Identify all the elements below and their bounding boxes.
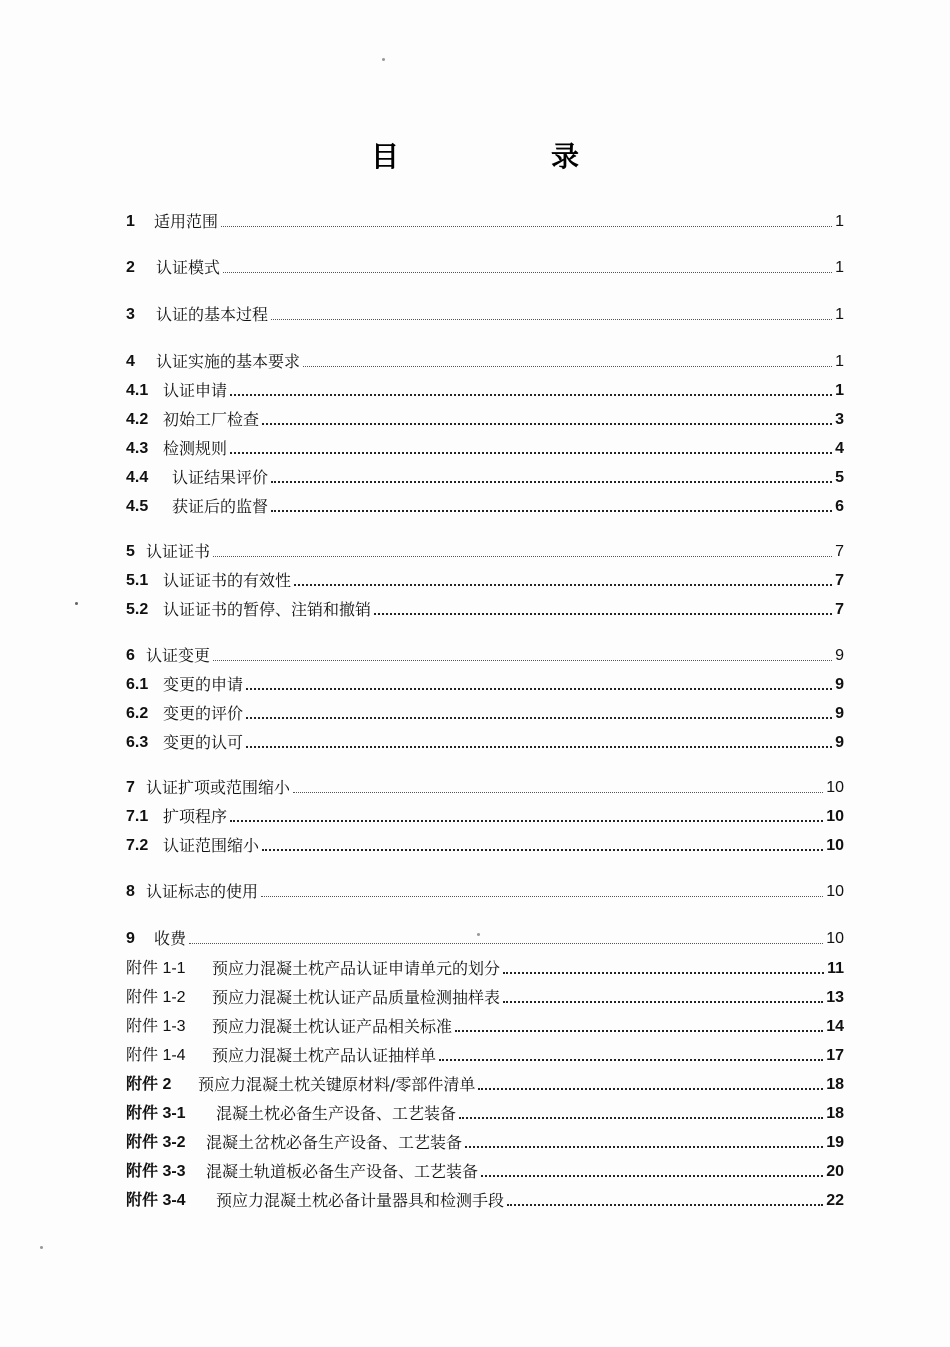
toc-page-number: 10 <box>826 808 844 825</box>
toc-page-number: 7 <box>835 543 844 560</box>
toc-number: 附件 3-4 <box>126 1192 186 1209</box>
toc-page-number: 7 <box>835 572 844 589</box>
dot-leader <box>294 583 832 586</box>
toc-page-number: 10 <box>826 883 844 900</box>
dot-leader <box>246 687 832 690</box>
dot-leader <box>221 225 832 227</box>
dot-leader <box>271 318 832 320</box>
toc-page-number: 1 <box>835 306 844 323</box>
toc-entry[interactable] <box>126 301 844 325</box>
toc-entry[interactable] <box>126 464 844 488</box>
toc-page-number: 6 <box>835 498 844 515</box>
toc-number: 3 <box>126 306 135 323</box>
toc-entry[interactable] <box>126 538 844 562</box>
toc-page-number: 9 <box>835 734 844 751</box>
toc-label: 预应力混凝土枕产品认证抽样单 <box>212 1046 437 1065</box>
dot-leader <box>439 1058 823 1061</box>
toc-page-number: 5 <box>835 469 844 486</box>
toc-number: 4.3 <box>126 440 149 457</box>
toc-entry[interactable] <box>126 642 844 666</box>
dot-leader <box>503 1000 823 1003</box>
toc-entry[interactable] <box>126 878 844 902</box>
dot-leader <box>230 819 823 822</box>
toc-number: 附件 3-2 <box>126 1134 186 1151</box>
toc-page-number: 1 <box>835 259 844 276</box>
toc-number: 2 <box>126 259 135 276</box>
toc-entry[interactable] <box>126 493 844 517</box>
toc-label: 混凝土枕必备生产设备、工艺装备 <box>216 1104 457 1123</box>
toc-label: 预应力混凝土枕必备计量器具和检测手段 <box>216 1191 505 1210</box>
toc-label: 变更的评价 <box>163 704 244 723</box>
toc-page-number: 3 <box>835 411 844 428</box>
toc-page-number: 10 <box>826 930 844 947</box>
toc-label: 认证标志的使用 <box>146 882 259 901</box>
toc-number: 5.1 <box>126 572 149 589</box>
toc-label: 认证证书的暂停、注销和撤销 <box>163 600 372 619</box>
toc-entry[interactable] <box>126 1187 844 1211</box>
toc-number: 5 <box>126 543 135 560</box>
toc-entry[interactable] <box>126 832 844 856</box>
toc-label: 混凝土轨道板必备生产设备、工艺装备 <box>206 1162 479 1181</box>
scan-speck <box>382 58 385 61</box>
toc-entry[interactable] <box>126 254 844 278</box>
dot-leader <box>261 895 823 897</box>
dot-leader <box>213 659 832 661</box>
toc-entry[interactable] <box>126 955 844 979</box>
toc-page-number: 1 <box>835 382 844 399</box>
toc-number: 4.4 <box>126 469 149 486</box>
toc-entry[interactable] <box>126 1129 844 1153</box>
toc-page-number: 13 <box>826 989 844 1006</box>
toc-label: 变更的认可 <box>163 733 244 752</box>
toc-page-number: 9 <box>835 647 844 664</box>
toc-number: 6.3 <box>126 734 149 751</box>
toc-page-number: 10 <box>826 779 844 796</box>
toc-entry[interactable] <box>126 377 844 401</box>
toc-page-number: 14 <box>826 1018 844 1035</box>
page-title: 目 录 <box>370 140 641 173</box>
toc-number: 6.1 <box>126 676 149 693</box>
scan-speck <box>477 933 480 936</box>
toc-entry[interactable] <box>126 700 844 724</box>
dot-leader <box>230 393 832 396</box>
dot-leader <box>455 1029 823 1032</box>
toc-number: 4.1 <box>126 382 149 399</box>
dot-leader <box>374 612 832 615</box>
toc-label: 预应力混凝土枕认证产品相关标准 <box>212 1017 453 1036</box>
toc-page-number: 20 <box>826 1163 844 1180</box>
toc-label: 认证的基本过程 <box>156 305 269 324</box>
toc-entry[interactable] <box>126 984 844 1008</box>
scan-speck <box>40 1246 43 1249</box>
toc-page-number: 9 <box>835 705 844 722</box>
toc-number: 6 <box>126 647 135 664</box>
toc-number: 9 <box>126 930 135 947</box>
dot-leader <box>481 1174 823 1177</box>
toc-entry[interactable] <box>126 1158 844 1182</box>
toc-page-number: 19 <box>826 1134 844 1151</box>
dot-leader <box>213 555 832 557</box>
dot-leader <box>223 271 832 273</box>
toc-number: 附件 1-4 <box>126 1047 186 1064</box>
scan-speck <box>75 602 78 605</box>
toc-entry[interactable] <box>126 567 844 591</box>
toc-entry[interactable] <box>126 596 844 620</box>
toc-number: 4.2 <box>126 411 149 428</box>
toc-label: 初始工厂检查 <box>163 410 260 429</box>
toc-page-number: 10 <box>826 837 844 854</box>
toc-entry[interactable] <box>126 671 844 695</box>
toc-label: 适用范围 <box>154 212 219 231</box>
toc-number: 5.2 <box>126 601 149 618</box>
toc-number: 附件 1-3 <box>126 1018 186 1035</box>
toc-page-number: 1 <box>835 353 844 370</box>
dot-leader <box>303 365 832 367</box>
toc-label: 认证实施的基本要求 <box>156 352 301 371</box>
toc-entry[interactable] <box>126 1071 844 1095</box>
toc-entry[interactable] <box>126 208 844 232</box>
toc-number: 7 <box>126 779 135 796</box>
toc-number: 附件 1-1 <box>126 960 186 977</box>
toc-entry[interactable] <box>126 729 844 753</box>
dot-leader <box>246 745 832 748</box>
toc-entry[interactable] <box>126 406 844 430</box>
toc-number: 8 <box>126 883 135 900</box>
toc-number: 1 <box>126 213 135 230</box>
dot-leader <box>465 1145 823 1148</box>
toc-page-number: 7 <box>835 601 844 618</box>
toc-number: 附件 2 <box>126 1076 172 1093</box>
dot-leader <box>262 848 823 851</box>
dot-leader <box>459 1116 823 1119</box>
dot-leader <box>262 422 832 425</box>
toc-label: 认证申请 <box>163 381 228 400</box>
dot-leader <box>293 791 823 793</box>
toc-number: 7.1 <box>126 808 149 825</box>
toc-label: 获证后的监督 <box>172 497 269 516</box>
toc-number: 4.5 <box>126 498 149 515</box>
toc-page-number: 22 <box>826 1192 844 1209</box>
dot-leader <box>189 942 823 944</box>
toc-label: 认证范围缩小 <box>163 836 260 855</box>
toc-label: 变更的申请 <box>163 675 244 694</box>
toc-number: 7.2 <box>126 837 149 854</box>
toc-page-number: 11 <box>827 960 844 977</box>
toc-page-number: 18 <box>826 1105 844 1122</box>
toc-entry[interactable] <box>126 348 844 372</box>
toc-label: 认证变更 <box>146 646 211 665</box>
toc-label: 认证结果评价 <box>172 468 269 487</box>
toc-page-number: 17 <box>826 1047 844 1064</box>
dot-leader <box>271 480 832 483</box>
toc-page-number: 1 <box>835 213 844 230</box>
toc-entry[interactable] <box>126 803 844 827</box>
toc-label: 认证扩项或范围缩小 <box>146 778 291 797</box>
dot-leader <box>507 1203 823 1206</box>
toc-label: 预应力混凝土枕产品认证申请单元的划分 <box>212 959 501 978</box>
toc-entry[interactable] <box>126 774 844 798</box>
dot-leader <box>246 716 832 719</box>
toc-page-number: 18 <box>826 1076 844 1093</box>
toc-number: 附件 3-1 <box>126 1105 186 1122</box>
dot-leader <box>271 509 832 512</box>
toc-entry[interactable] <box>126 925 844 949</box>
toc-number: 6.2 <box>126 705 149 722</box>
toc-entry[interactable] <box>126 1013 844 1037</box>
toc-label: 认证模式 <box>156 258 221 277</box>
toc-page-number: 4 <box>835 440 844 457</box>
toc-number: 4 <box>126 353 135 370</box>
toc-entry[interactable] <box>126 435 844 459</box>
toc-label: 混凝土岔枕必备生产设备、工艺装备 <box>206 1133 463 1152</box>
toc-entry[interactable] <box>126 1042 844 1066</box>
dot-leader <box>503 971 824 974</box>
toc-page-number: 9 <box>835 676 844 693</box>
toc-label: 扩项程序 <box>163 807 228 826</box>
toc-label: 预应力混凝土枕关键原材料/零部件清单 <box>198 1075 476 1094</box>
toc-number: 附件 3-3 <box>126 1163 186 1180</box>
toc-label: 收费 <box>154 929 187 948</box>
dot-leader <box>478 1087 823 1090</box>
toc-label: 预应力混凝土枕认证产品质量检测抽样表 <box>212 988 501 1007</box>
dot-leader <box>230 451 832 454</box>
toc-label: 认证证书 <box>146 542 211 561</box>
toc-number: 附件 1-2 <box>126 989 186 1006</box>
toc-label: 认证证书的有效性 <box>163 571 292 590</box>
toc-entry[interactable] <box>126 1100 844 1124</box>
toc-label: 检测规则 <box>163 439 228 458</box>
